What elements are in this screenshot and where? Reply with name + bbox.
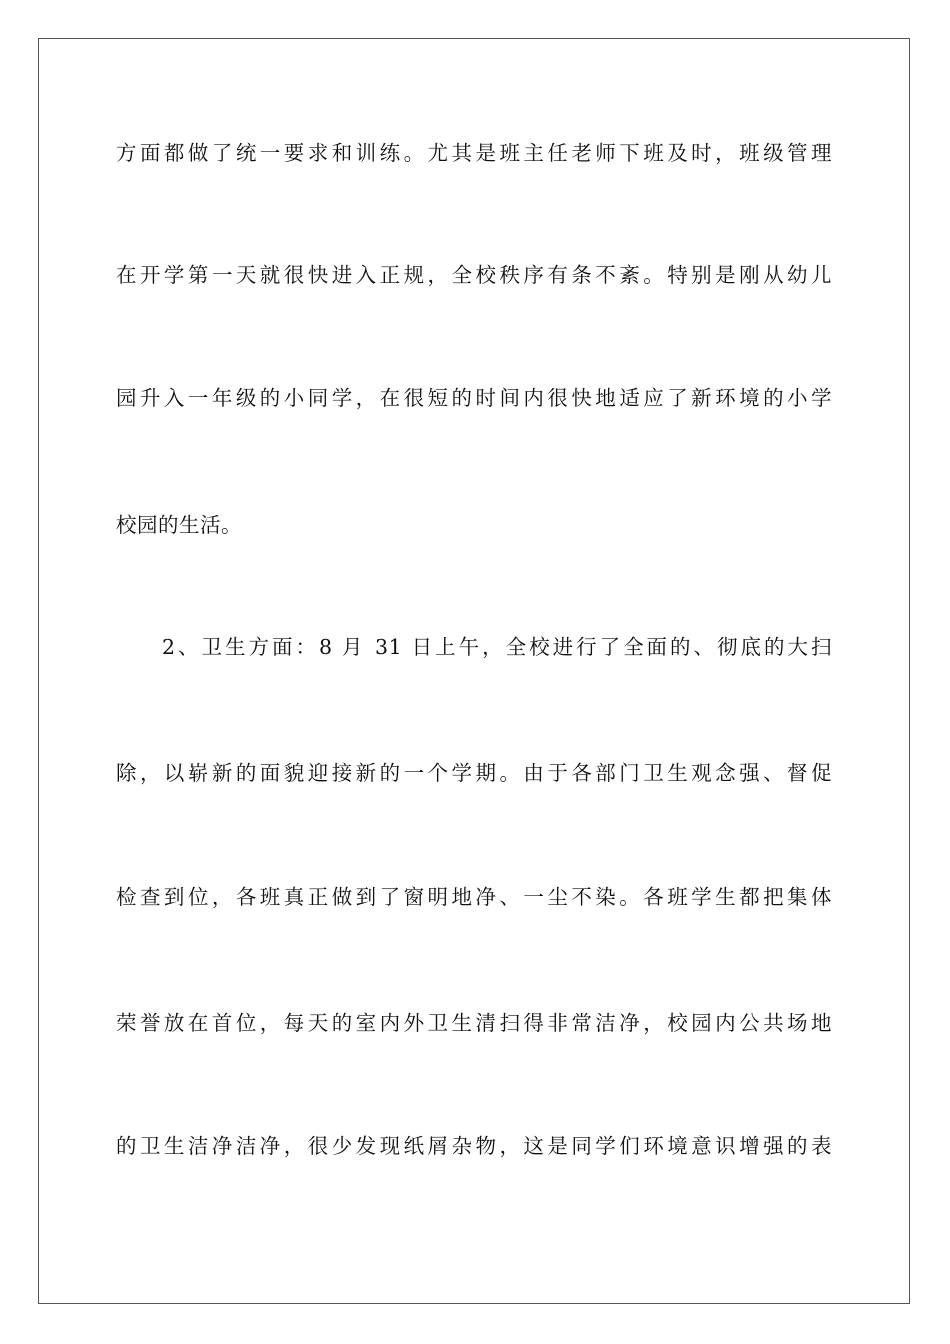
body-text-line: 荣誉放在首位，每天的室内外卫生清扫得非常洁净，校园内公共场地 — [116, 1011, 832, 1035]
body-text-line: 的卫生洁净洁净，很少发现纸屑杂物，这是同学们环境意识增强的表 — [116, 1134, 832, 1158]
body-text-line: 除，以崭新的面貌迎接新的一个学期。由于各部门卫生观念强、督促 — [116, 761, 832, 785]
body-text-line: 检查到位，各班真正做到了窗明地净、一尘不染。各班学生都把集体 — [116, 885, 832, 909]
body-text-line: 校园的生活。 — [116, 513, 242, 537]
page-frame — [38, 38, 910, 1304]
body-text-line: 园升入一年级的小同学，在很短的时间内很快地适应了新环境的小学 — [116, 386, 832, 410]
body-text-line: 在开学第一天就很快进入正规，全校秩序有条不紊。特别是刚从幼儿 — [116, 263, 832, 287]
paragraph-start-line: 2、卫生方面：8 月 31 日上午，全校进行了全面的、彻底的大扫 — [162, 635, 832, 659]
body-text-line: 方面都做了统一要求和训练。尤其是班主任老师下班及时，班级管理 — [116, 141, 832, 165]
